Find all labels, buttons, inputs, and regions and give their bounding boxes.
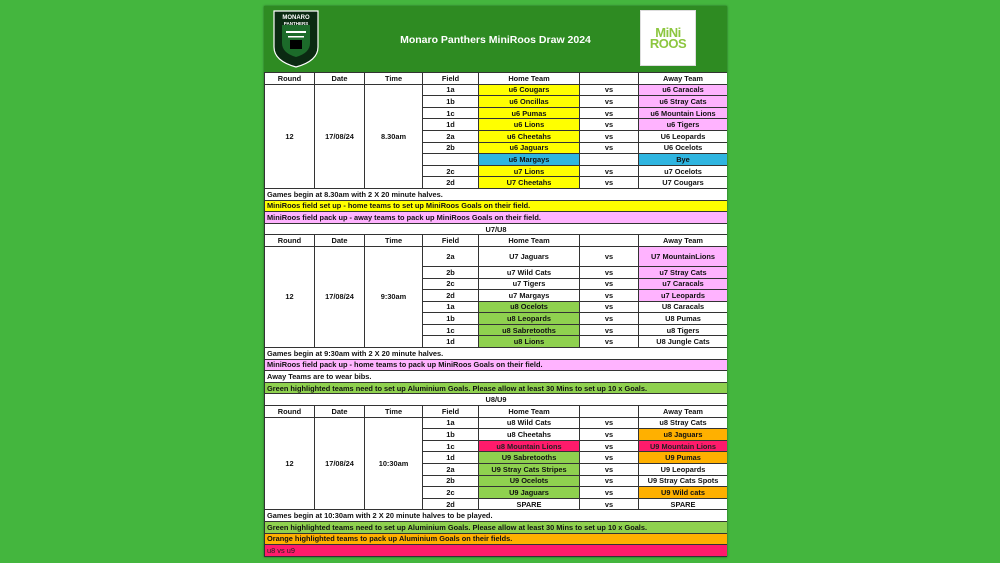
col-time-header: Time [365,406,423,418]
vs-cell: vs [580,475,639,487]
vs-cell: vs [580,464,639,476]
logo-top-text: MONARO [282,15,310,21]
vs-cell: vs [580,301,639,313]
col-date-header: Date [315,235,365,247]
vs-cell: vs [580,177,639,189]
away-team-cell: SPARE [639,498,728,510]
away-team-cell: U8 Pumas [639,313,728,325]
field-cell: 2b [423,266,479,278]
draw-table [264,72,727,557]
note-text: Green highlighted teams need to set up Aluminium Goals. Please allow at least 30 Mins to set up 10 x Goals. [265,521,728,533]
field-cell: 1b [423,313,479,325]
field-cell: 1d [423,119,479,131]
field-cell: 2b [423,475,479,487]
note-text: Orange highlighted teams to pack up Aluminium Goals on their fields. [265,533,728,545]
field-cell: 2c [423,278,479,290]
home-team-cell: U9 Ocelots [479,475,580,487]
vs-cell: vs [580,107,639,119]
field-cell: 1b [423,96,479,108]
vs-cell: vs [580,324,639,336]
col-away-team-header: Away Team [639,73,728,85]
vs-cell: vs [580,498,639,510]
home-team-cell: u7 Wild Cats [479,266,580,278]
away-team-cell: U8 Caracals [639,301,728,313]
miniroos-logo-text: MiNi ROOS [649,25,687,51]
note-text: Games begin at 9:30am with 2 X 20 minute halves. [265,348,728,360]
away-team-cell: U6 Ocelots [639,142,728,154]
home-team-cell: SPARE [479,498,580,510]
col-home-team-header: Home Team [479,406,580,418]
away-team-cell: u8 Jaguars [639,429,728,441]
col-vs-header [580,406,639,418]
home-team-cell: u6 Margays [479,154,580,166]
date-cell: 17/08/24 [315,84,365,188]
note-text: Away Teams are to wear bibs. [265,371,728,383]
vs-cell: vs [580,246,639,266]
field-cell: 1a [423,84,479,96]
note-row [265,188,728,200]
field-cell: 2c [423,487,479,499]
vs-cell: vs [580,142,639,154]
vs-cell: vs [580,429,639,441]
note-text: Games begin at 8.30am with 2 X 20 minute halves. [265,188,728,200]
logo-bottom-text: PANTHERS [283,21,309,26]
away-team-cell: u7 Leopards [639,290,728,302]
note-row [265,545,728,557]
away-team-cell: Bye [639,154,728,166]
home-team-cell: u8 Ocelots [479,301,580,313]
field-cell: 2c [423,165,479,177]
home-team-cell: u6 Cheetahs [479,130,580,142]
header-row [265,235,728,247]
field-cell: 2d [423,290,479,302]
field-cell: 1c [423,440,479,452]
col-field-header: Field [423,73,479,85]
away-team-cell: u6 Stray Cats [639,96,728,108]
note-row [265,510,728,522]
home-team-cell: u8 Wild Cats [479,417,580,429]
header-banner [264,6,727,72]
note-row [265,212,728,224]
home-team-cell: u8 Lions [479,336,580,348]
date-cell: 17/08/24 [315,417,365,510]
field-cell: 2a [423,464,479,476]
home-team-cell: u6 Pumas [479,107,580,119]
field-cell: 1b [423,429,479,441]
vs-cell: vs [580,417,639,429]
time-cell: 8.30am [365,84,423,188]
away-team-cell: u6 Mountain Lions [639,107,728,119]
col-home-team-header: Home Team [479,235,580,247]
note-row [265,382,728,394]
vs-cell: vs [580,336,639,348]
field-cell: 2a [423,130,479,142]
section-title: U8/U9 [265,394,728,406]
vs-cell: vs [580,278,639,290]
vs-cell: vs [580,487,639,499]
col-time-header: Time [365,235,423,247]
col-date-header: Date [315,406,365,418]
away-team-cell: u8 Stray Cats [639,417,728,429]
col-away-team-header: Away Team [639,235,728,247]
home-team-cell: U9 Jaguars [479,487,580,499]
header-row [265,406,728,418]
col-date-header: Date [315,73,365,85]
page-title: Monaro Panthers MiniRoos Draw 2024 [400,34,591,46]
away-team-cell: u8 Tigers [639,324,728,336]
col-field-header: Field [423,235,479,247]
miniroos-logo [640,10,696,66]
field-cell: 1a [423,301,479,313]
time-cell: 10:30am [365,417,423,510]
field-cell: 1c [423,107,479,119]
away-team-cell: u7 Stray Cats [639,266,728,278]
col-home-team-header: Home Team [479,73,580,85]
note-text: Green highlighted teams need to set up Aluminium Goals. Please allow at least 30 Mins to set up 10 x Goals. [265,382,728,394]
vs-cell: vs [580,452,639,464]
note-row [265,348,728,360]
field-cell [423,154,479,166]
away-team-cell: U9 Wild cats [639,487,728,499]
note-row [265,359,728,371]
home-team-cell: u6 Oncillas [479,96,580,108]
field-cell: 2b [423,142,479,154]
vs-cell [580,154,639,166]
home-team-cell: u8 Sabretooths [479,324,580,336]
field-cell: 1d [423,336,479,348]
vs-cell: vs [580,266,639,278]
field-cell: 1d [423,452,479,464]
home-team-cell: u6 Cougars [479,84,580,96]
vs-cell: vs [580,130,639,142]
round-cell: 12 [265,246,315,347]
vs-cell: vs [580,84,639,96]
field-cell: 1c [423,324,479,336]
round-cell: 12 [265,84,315,188]
note-row [265,521,728,533]
col-vs-header [580,235,639,247]
header-row [265,73,728,85]
home-team-cell: u7 Tigers [479,278,580,290]
note-row [265,533,728,545]
note-row [265,200,728,212]
field-cell: 2d [423,177,479,189]
field-cell: 2a [423,246,479,266]
home-team-cell: u7 Margays [479,290,580,302]
vs-cell: vs [580,165,639,177]
home-team-cell: U9 Stray Cats Stripes [479,464,580,476]
col-round-header: Round [265,406,315,418]
home-team-cell: u8 Cheetahs [479,429,580,441]
away-team-cell: U9 Leopards [639,464,728,476]
vs-cell: vs [580,440,639,452]
away-team-cell: u7 Ocelots [639,165,728,177]
note-text: u8 vs u9 [265,545,728,557]
away-team-cell: u7 Caracals [639,278,728,290]
vs-cell: vs [580,96,639,108]
home-team-cell: u8 Mountain Lions [479,440,580,452]
col-round-header: Round [265,235,315,247]
date-cell: 17/08/24 [315,246,365,347]
away-team-cell: U7 MountainLions [639,246,728,266]
away-team-cell: u6 Tigers [639,119,728,131]
note-row [265,371,728,383]
away-team-cell: U9 Pumas [639,452,728,464]
home-team-cell: u8 Leopards [479,313,580,325]
draw-sheet [264,6,727,557]
away-team-cell: U6 Leopards [639,130,728,142]
col-round-header: Round [265,73,315,85]
col-field-header: Field [423,406,479,418]
section-title: U7/U8 [265,223,728,235]
note-text: Games begin at 10:30am with 2 X 20 minute halves to be played. [265,510,728,522]
away-team-cell: u6 Caracals [639,84,728,96]
home-team-cell: U7 Cheetahs [479,177,580,189]
match-row [265,246,728,266]
vs-cell: vs [580,290,639,302]
away-team-cell: U9 Mountain Lions [639,440,728,452]
vs-cell: vs [580,119,639,131]
note-text: MiniRoos field set up - home teams to set up MiniRoos Goals on their field. [265,200,728,212]
field-cell: 1a [423,417,479,429]
col-time-header: Time [365,73,423,85]
match-row [265,417,728,429]
round-cell: 12 [265,417,315,510]
time-cell: 9:30am [365,246,423,347]
home-team-cell: u6 Jaguars [479,142,580,154]
match-row [265,84,728,96]
away-team-cell: U9 Stray Cats Spots [639,475,728,487]
away-team-cell: U8 Jungle Cats [639,336,728,348]
home-team-cell: u7 Lions [479,165,580,177]
section-title-row [265,394,728,406]
vs-cell: vs [580,313,639,325]
home-team-cell: U7 Jaguars [479,246,580,266]
section-title-row [265,223,728,235]
field-cell: 2d [423,498,479,510]
note-text: MiniRoos field pack up - home teams to pack up MiniRoos Goals on their field. [265,359,728,371]
home-team-cell: U9 Sabretooths [479,452,580,464]
col-vs-header [580,73,639,85]
home-team-cell: u6 Lions [479,119,580,131]
col-away-team-header: Away Team [639,406,728,418]
away-team-cell: U7 Cougars [639,177,728,189]
note-text: MiniRoos field pack up - away teams to pack up MiniRoos Goals on their field. [265,212,728,224]
